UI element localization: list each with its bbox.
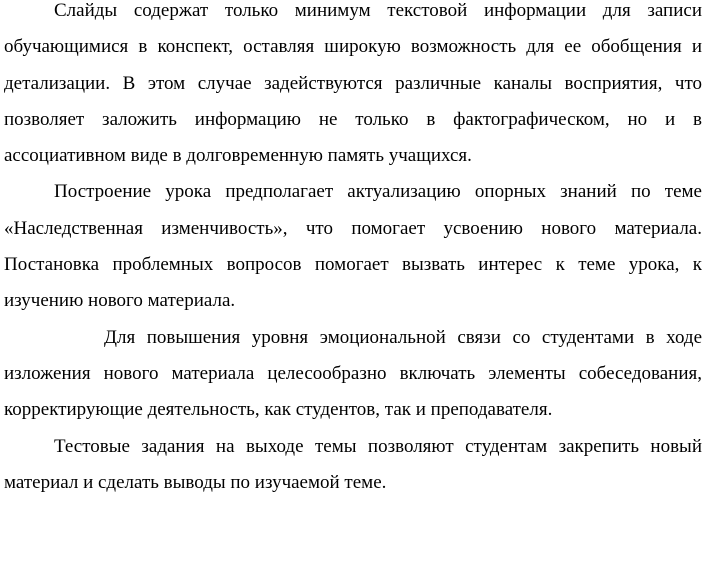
- paragraph-lesson-structure: Построение урока предполагает актуализацию опорных знаний по теме «Наследственная изменчивость», что помогает усвоению нового материала. Постановка проблемных вопросов помогает вызвать интерес к теме урока, к изучению нового материала.: [4, 181, 702, 312]
- paragraph-slides: Слайды содержат только минимум текстовой информации для записи обучающимися в конспект, оставляя широкую возможность для ее обобщения и детализации. В этом случае задействуются различные каналы восприятия, что позволяет заложить информацию не только в фактографическом, но и в ассоциативном виде в долговременную память учащихся.: [4, 0, 702, 167]
- paragraph-tests: Тестовые задания на выходе темы позволяют студентам закрепить новый материал и сделать выводы по изучаемой теме.: [4, 435, 702, 493]
- paragraph-emotional-connection: Для повышения уровня эмоциональной связи со студентами в ходе изложения нового материала целесообразно включать элементы собеседования, корректирующие деятельность, как студентов, так и преподавателя.: [4, 326, 702, 421]
